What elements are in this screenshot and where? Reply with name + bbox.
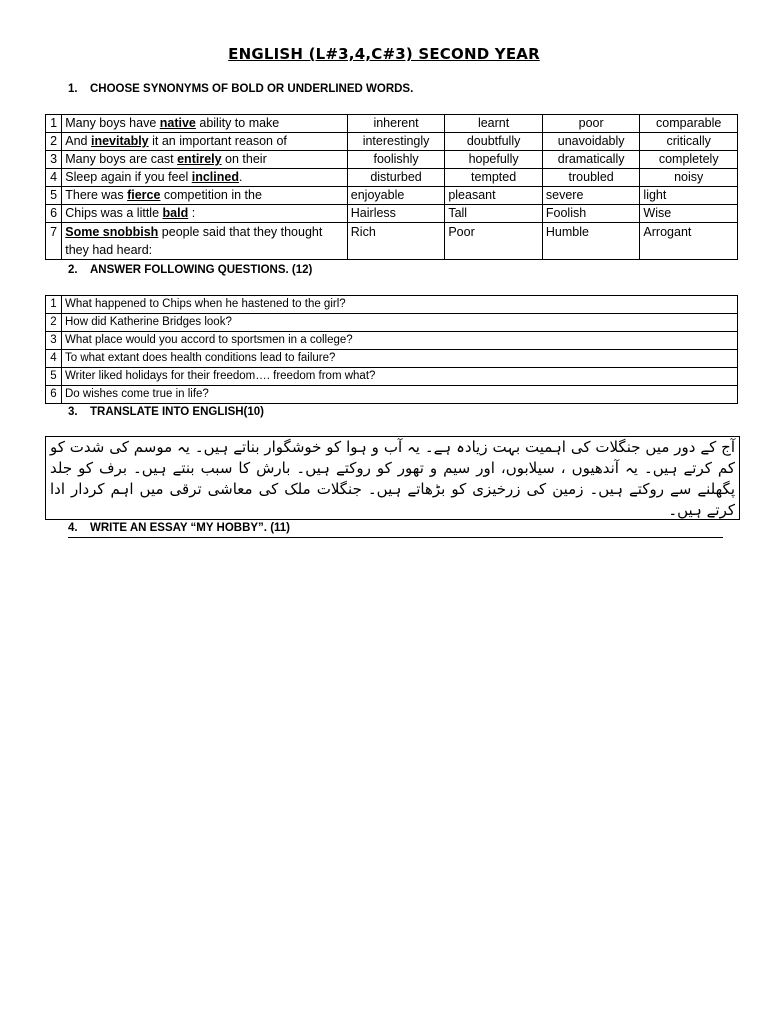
- sentence-cell: [62, 115, 348, 133]
- option-cell: doubtfully: [445, 133, 543, 151]
- sentence-cell: [62, 133, 348, 151]
- sentence-pre: Many boys have: [65, 116, 160, 130]
- synonym-row: [46, 169, 738, 187]
- sentence-post: .: [238, 170, 243, 184]
- sentence-cell: [62, 151, 348, 169]
- keyword: native: [159, 116, 196, 130]
- keyword: Some snobbish: [65, 225, 159, 239]
- question-row: [46, 314, 738, 332]
- section-title: ANSWER FOLLOWING QUESTIONS. (12): [90, 264, 313, 276]
- sentence-post: on their: [221, 152, 267, 166]
- option-cell: dramatically: [542, 151, 640, 169]
- option-cell: severe: [542, 187, 640, 205]
- sentence-post: competition in the: [160, 188, 262, 202]
- sentence-cell: [62, 187, 348, 205]
- option-cell: completely: [640, 151, 738, 169]
- row-number: 6: [46, 386, 62, 404]
- question-text: Do wishes come true in life?: [62, 386, 738, 404]
- question-row: [46, 350, 738, 368]
- question-row: [46, 296, 738, 314]
- option-cell: troubled: [542, 169, 640, 187]
- synonym-row: [46, 115, 738, 133]
- question-text: Writer liked holidays for their freedom…. freedom from what?: [62, 368, 738, 386]
- option-cell: Foolish: [542, 205, 640, 223]
- synonyms-table: [45, 114, 738, 260]
- questions-table: [45, 295, 738, 404]
- keyword: inclined: [191, 170, 239, 184]
- essay-underline: [68, 537, 723, 538]
- section-title: CHOOSE SYNONYMS OF BOLD OR UNDERLINED WORDS.: [90, 83, 414, 95]
- question-text: To what extant does health conditions lead to failure?: [62, 350, 738, 368]
- row-number: 3: [46, 332, 62, 350]
- row-number: 1: [46, 296, 62, 314]
- section-number: 1.: [68, 83, 78, 95]
- keyword: fierce: [127, 188, 161, 202]
- row-number: 2: [46, 133, 62, 151]
- section-heading-essay: [68, 522, 290, 534]
- sentence-post: it an important reason of: [148, 134, 287, 148]
- option-cell: Humble: [542, 223, 640, 260]
- urdu-passage: آج کے دور میں جنگلات کی اہمیت بہت زیادہ ہے۔ یہ آب و ہوا کو خوشگوار بناتے ہیں۔ یہ موسم کی شدت کو کم کرتے ہیں۔ یہ آندھیوں ، سیلابوں، اور سیم و تھور کو روکتے ہیں۔ بارش کا سبب بنتے ہیں۔ برف کو جلد پگھلنے سے روکتے ہیں۔ زمین کی زرخیزی کو بڑھاتے ہیں۔ جنگلات ملک کی معاشی ترقی میں اہم کردار ادا کرتے ہیں۔: [45, 436, 740, 520]
- synonym-row: [46, 187, 738, 205]
- sentence-cell: [62, 223, 348, 260]
- option-cell: Rich: [347, 223, 445, 260]
- section-number: 3.: [68, 406, 78, 418]
- row-number: 5: [46, 368, 62, 386]
- option-cell: Poor: [445, 223, 543, 260]
- option-cell: Arrogant: [640, 223, 738, 260]
- option-cell: interestingly: [347, 133, 445, 151]
- section-heading-synonyms: [68, 83, 413, 95]
- option-cell: unavoidably: [542, 133, 640, 151]
- row-number: 3: [46, 151, 62, 169]
- section-heading-translate: [68, 406, 264, 418]
- option-cell: Wise: [640, 205, 738, 223]
- option-cell: tempted: [445, 169, 543, 187]
- sentence-post: ability to make: [195, 116, 280, 130]
- sentence-pre: Chips was a little: [65, 206, 163, 220]
- keyword: bald: [162, 206, 189, 220]
- section-number: 2.: [68, 264, 78, 276]
- sentence-pre: Sleep again if you feel: [65, 170, 192, 184]
- row-number: 6: [46, 205, 62, 223]
- sentence-post: people said that they thought they had heard:: [65, 225, 323, 257]
- row-number: 1: [46, 115, 62, 133]
- option-cell: inherent: [347, 115, 445, 133]
- option-cell: hopefully: [445, 151, 543, 169]
- option-cell: learnt: [445, 115, 543, 133]
- row-number: 5: [46, 187, 62, 205]
- synonym-row: [46, 223, 738, 260]
- row-number: 4: [46, 169, 62, 187]
- question-text: What place would you accord to sportsmen in a college?: [62, 332, 738, 350]
- section-number: 4.: [68, 522, 78, 534]
- synonym-row: [46, 133, 738, 151]
- option-cell: light: [640, 187, 738, 205]
- option-cell: foolishly: [347, 151, 445, 169]
- option-cell: comparable: [640, 115, 738, 133]
- question-row: [46, 332, 738, 350]
- document-title: ENGLISH (L#3,4,C#3) SECOND YEAR: [228, 45, 540, 63]
- row-number: 7: [46, 223, 62, 260]
- sentence-pre: There was: [65, 188, 128, 202]
- question-row: [46, 386, 738, 404]
- option-cell: pleasant: [445, 187, 543, 205]
- sentence-cell: [62, 169, 348, 187]
- option-cell: critically: [640, 133, 738, 151]
- keyword: inevitably: [90, 134, 149, 148]
- option-cell: Hairless: [347, 205, 445, 223]
- section-title: WRITE AN ESSAY “MY HOBBY”. (11): [90, 522, 291, 534]
- sentence-post: :: [188, 206, 196, 220]
- section-title: TRANSLATE INTO ENGLISH(10): [90, 406, 264, 418]
- synonym-row: [46, 205, 738, 223]
- option-cell: disturbed: [347, 169, 445, 187]
- row-number: 4: [46, 350, 62, 368]
- sentence-pre: Many boys are cast: [65, 152, 178, 166]
- row-number: 2: [46, 314, 62, 332]
- sentence-pre: And: [65, 134, 91, 148]
- keyword: entirely: [177, 152, 222, 166]
- sentence-cell: [62, 205, 348, 223]
- option-cell: noisy: [640, 169, 738, 187]
- option-cell: poor: [542, 115, 640, 133]
- synonym-row: [46, 151, 738, 169]
- section-heading-questions: [68, 264, 312, 276]
- question-text: What happened to Chips when he hastened to the girl?: [62, 296, 738, 314]
- option-cell: Tall: [445, 205, 543, 223]
- question-row: [46, 368, 738, 386]
- option-cell: enjoyable: [347, 187, 445, 205]
- question-text: How did Katherine Bridges look?: [62, 314, 738, 332]
